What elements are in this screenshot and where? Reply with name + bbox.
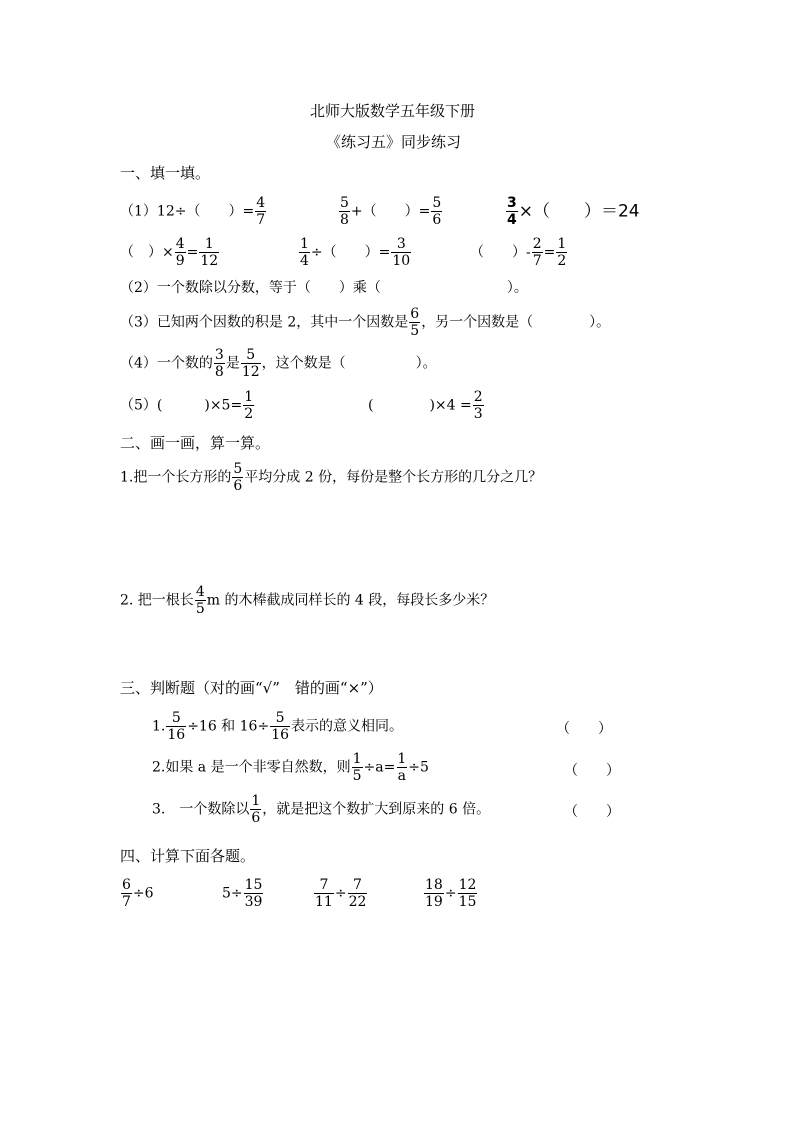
fraction: $\frac{15}{39}$ <box>244 877 263 910</box>
fraction: $\frac{1}{12}$ <box>200 236 219 269</box>
fraction: $\frac{2}{7}$ <box>532 236 542 269</box>
fraction: $\frac{12}{15}$ <box>458 877 477 910</box>
q2-text: （2）一个数除以分数，等于（ ）乘（ ）。 <box>120 280 528 296</box>
fraction: $\frac{5}{16}$ <box>271 710 290 743</box>
section2-heading: 二、画一画，算一算。 <box>120 434 271 452</box>
fraction: $\frac{3}{10}$ <box>392 236 411 269</box>
fraction: $\frac{1}{5}$ <box>352 751 362 784</box>
page-subtitle: 《练习五》同步练习 <box>326 133 462 151</box>
fraction: $\frac{4}{9}$ <box>175 236 185 269</box>
fraction: $\frac{1}{2}$ <box>557 236 567 269</box>
section3-q1-answer-paren: （ ） <box>556 721 612 737</box>
calc-item-2: 5÷ $\frac{15}{39}$ <box>222 877 263 910</box>
calc-item-4: $\frac{18}{19}$ ÷ $\frac{12}{15}$ <box>425 877 477 910</box>
fraction: $\frac{3}{4}$ <box>507 195 517 228</box>
fraction: $\frac{6}{5}$ <box>410 306 420 339</box>
page-title: 北师大版数学五年级下册 <box>310 102 476 120</box>
q4-text: （4）一个数的 $\frac{3}{8}$ 是 $\frac{5}{12}$ ，这个数是（ ）。 <box>120 347 437 380</box>
q1-row2-item-a: （ ）× $\frac{4}{9}$ = $\frac{1}{12}$ <box>120 236 219 269</box>
section1-heading: 一、填一填。 <box>120 164 211 182</box>
q1-row2-item-b: $\frac{1}{4}$ ÷（ ）= $\frac{3}{10}$ <box>300 236 411 269</box>
section2-q1: 1.把一个长方形的 $\frac{5}{6}$ 平均分成 2 份，每份是整个长方形的几分之几？ <box>120 461 543 494</box>
section3-q3: 3. 一个数除以 $\frac{1}{6}$ ，就是把这个数扩大到原来的 6 倍。 <box>152 793 491 826</box>
fraction: $\frac{7}{11}$ <box>315 877 333 910</box>
fraction: $\frac{5}{16}$ <box>167 710 186 743</box>
q3-text: （3）已知两个因数的积是 2，其中一个因数是 $\frac{6}{5}$ ，另一个因数是（ ）。 <box>120 306 611 339</box>
fraction: $\frac{3}{8}$ <box>214 347 224 380</box>
calc-item-1: $\frac{6}{7}$ ÷6 <box>122 877 154 910</box>
section3-q3-answer-paren: （ ） <box>564 804 620 820</box>
fraction: $\frac{5}{6}$ <box>233 461 243 494</box>
q5-item-a: （5）( )×5= $\frac{1}{2}$ <box>120 389 254 422</box>
fraction: $\frac{5}{12}$ <box>241 347 260 380</box>
fraction: $\frac{1}{6}$ <box>251 793 261 826</box>
section2-q2: 2. 把一根长 $\frac{4}{5}$ m 的木棒截成同样长的 4 段，每段长多少米？ <box>120 584 495 617</box>
fraction: $\frac{1}{4}$ <box>300 236 309 269</box>
q1-row2-item-c: （ ）- $\frac{2}{7}$ = $\frac{1}{2}$ <box>470 236 567 269</box>
section3-q2: 2.如果 a 是一个非零自然数，则 $\frac{1}{5}$ ÷a= $\frac{1}{a}$ ÷5 <box>152 751 429 784</box>
q5-item-b: ( )×4 = $\frac{2}{3}$ <box>368 389 483 422</box>
section4-heading: 四、计算下面各题。 <box>120 847 256 865</box>
fraction: $\frac{4}{5}$ <box>195 584 205 617</box>
fraction: $\frac{1}{a}$ <box>397 751 407 784</box>
fraction: $\frac{2}{3}$ <box>473 389 483 422</box>
section3-q1: 1. $\frac{5}{16}$ ÷16 和 16÷ $\frac{5}{16}$ 表示的意义相同。 <box>152 710 404 743</box>
section3-heading: 三、判断题（对的画“√” 错的画“×”） <box>120 679 383 697</box>
fraction: $\frac{4}{7}$ <box>256 195 266 228</box>
q1-item-b: $\frac{5}{8}$ +（ ）= $\frac{5}{6}$ <box>340 195 442 228</box>
q1-item-c: $\frac{3}{4}$ ×（ ）＝24 <box>507 195 640 228</box>
fraction: $\frac{5}{6}$ <box>432 195 442 228</box>
q1-item-a: （1）12÷（ ）= $\frac{4}{7}$ <box>120 195 266 228</box>
fraction: $\frac{18}{19}$ <box>425 877 443 910</box>
fraction: $\frac{1}{2}$ <box>244 389 254 422</box>
fraction: $\frac{5}{8}$ <box>340 195 349 228</box>
fraction: $\frac{6}{7}$ <box>122 877 131 910</box>
fraction: $\frac{7}{22}$ <box>348 877 367 910</box>
section3-q2-answer-paren: （ ） <box>564 763 620 779</box>
calc-item-3: $\frac{7}{11}$ ÷ $\frac{7}{22}$ <box>315 877 367 910</box>
